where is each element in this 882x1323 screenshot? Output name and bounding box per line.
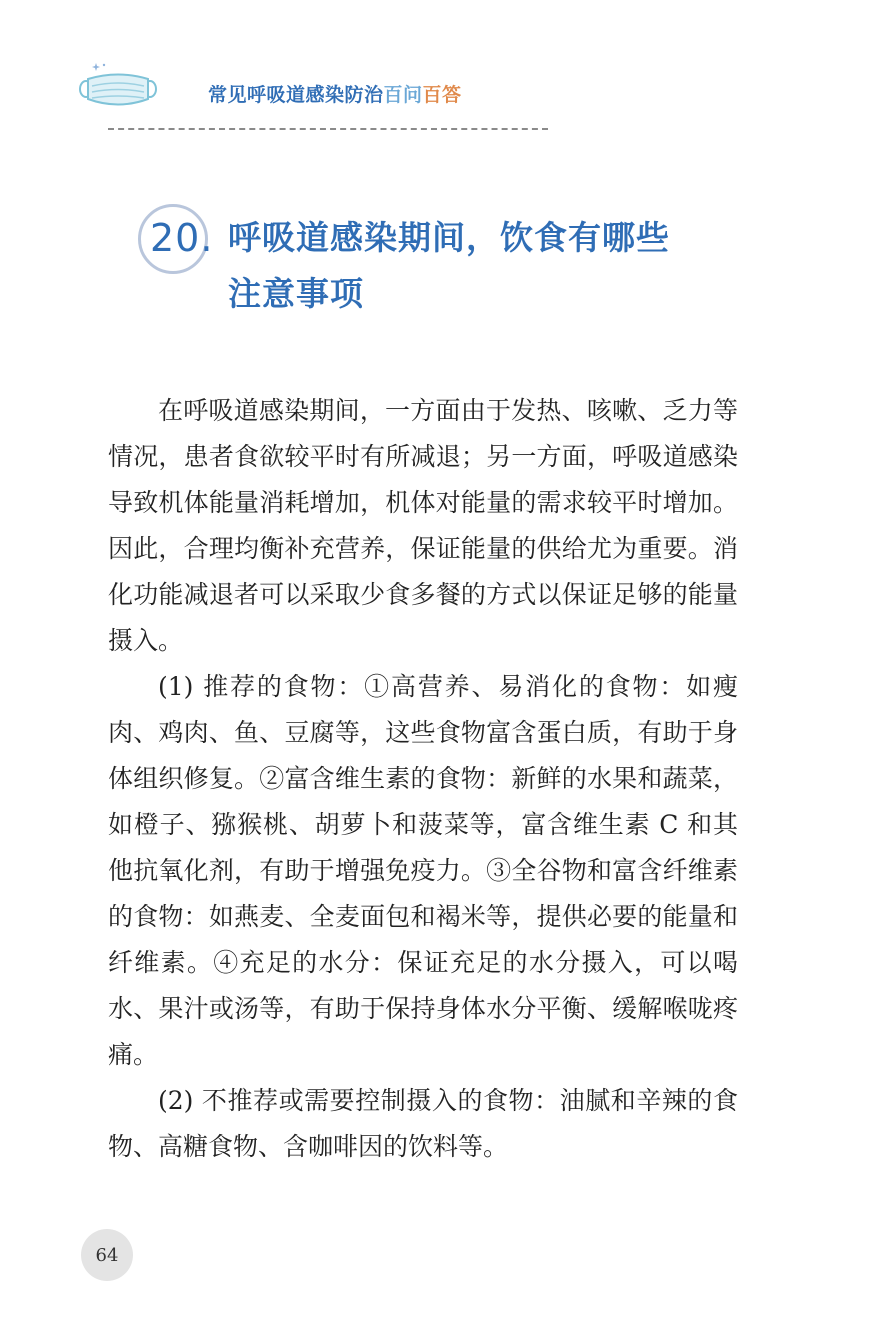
book-title-accent-1: 百问 <box>383 84 423 106</box>
paragraph-intro: 在呼吸道感染期间，一方面由于发热、咳嗽、乏力等情况，患者食欲较平时有所减退；另一方面，呼吸道感染导致机体能量消耗增加，机体对能量的需求较平时增加。因此，合理均衡补充营养，保证能量的供给尤为重要。消化功能减退者可以采取少食多餐的方式以保证足够的能量摄入。 <box>108 396 738 655</box>
face-mask-icon <box>78 62 158 114</box>
running-header <box>78 62 478 132</box>
header-dashed-divider <box>108 128 548 130</box>
book-title <box>208 80 462 107</box>
page-number: 64 <box>81 1229 133 1281</box>
answer-body <box>108 388 738 1170</box>
question-title-line-1: 呼吸道感染期间，饮食有哪些 <box>228 218 670 257</box>
question-title <box>228 210 748 322</box>
question-number: 20. <box>150 216 214 260</box>
book-title-main: 常见呼吸道感染防治 <box>208 84 384 106</box>
paragraph-recommended-foods: (1) 推荐的食物：①高营养、易消化的食物：如瘦肉、鸡肉、鱼、豆腐等，这些食物富含蛋白质，有助于身体组织修复。②富含维生素的食物：新鲜的水果和蔬菜，如橙子、猕猴桃、胡萝卜和菠菜等，富含维生素 C 和其他抗氧化剂，有助于增强免疫力。③全谷物和富含纤维素的食物：如燕麦、全麦面包和褐米等，提供必要的能量和纤维素。④充足的水分：保证充足的水分摄入，可以喝水、果汁或汤等，有助于保持身体水分平衡、缓解喉咙疼痛。 <box>108 672 738 1069</box>
paragraph-restricted-foods: (2) 不推荐或需要控制摄入的食物：油腻和辛辣的食物、高糖食物、含咖啡因的饮料等。 <box>108 1086 738 1161</box>
question-title-line-2: 注意事项 <box>228 274 364 313</box>
book-title-accent-2: 百答 <box>422 84 462 106</box>
